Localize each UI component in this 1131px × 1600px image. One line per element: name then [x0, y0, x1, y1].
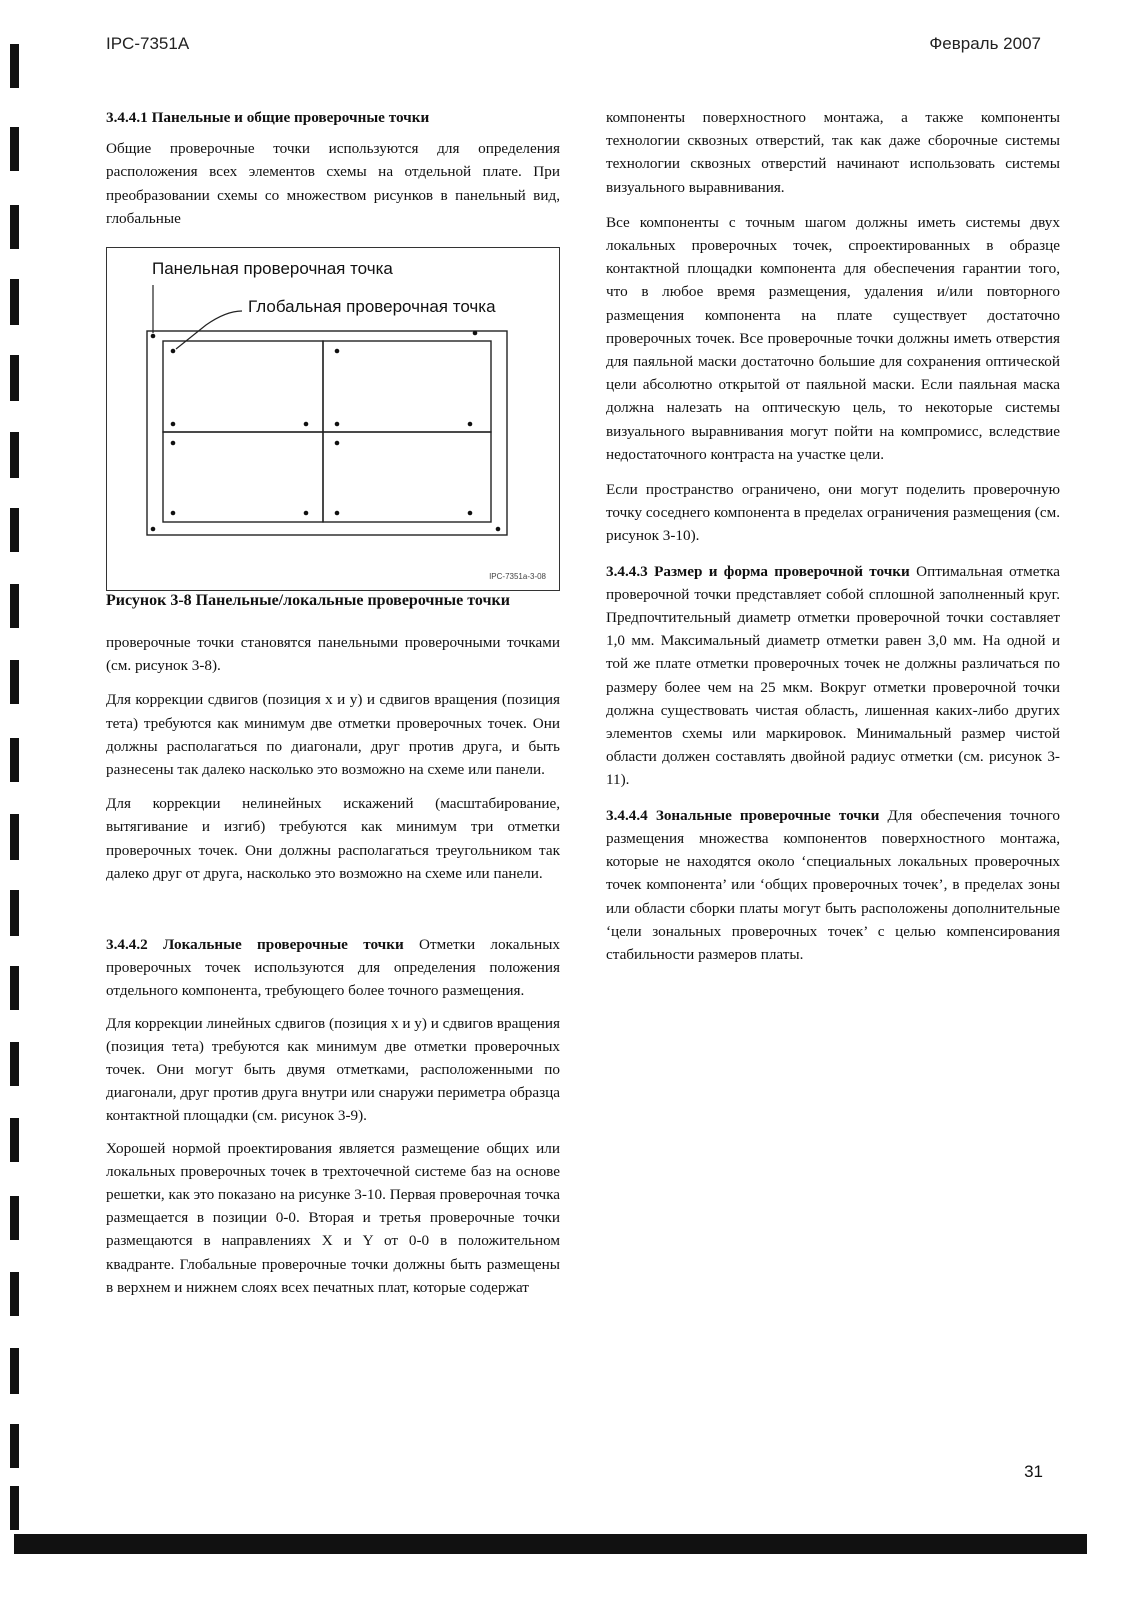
paragraph: [606, 804, 1060, 966]
global-fiducial: [335, 422, 340, 427]
paragraph-text: Отметки локальных проверочных точек используются для определения положения отдельного компонента, требующего более точного размещения.: [106, 936, 561, 1000]
global-fiducial: [171, 349, 176, 354]
paragraph: Для коррекции нелинейных искажений (масштабирование, вытягивание и изгиб) требуются как минимум три отметки проверочных точек. Они должны располагаться треугольником так далеко друг от друга, насколько это возможно на схеме или панели.: [106, 795, 560, 882]
document-code: IPC-7351A: [106, 34, 190, 53]
paragraph: Если пространство ограничено, они могут поделить проверочную точку соседнего компонента в пределах ограничения размещения (см. рисунок 3-10).: [606, 481, 1060, 545]
section-heading: 3.4.4.1 Панельные и общие проверочные точки: [106, 109, 430, 126]
binding-mark: [10, 966, 19, 1010]
label-global-fiducial: Глобальная проверочная точка: [248, 297, 496, 316]
global-fiducial: [304, 422, 309, 427]
page-number: 31: [1024, 1462, 1043, 1481]
left-column-bottom: [106, 631, 560, 1308]
global-fiducial: [171, 422, 176, 427]
global-fiducial: [171, 511, 176, 516]
leader-line-global: [176, 311, 242, 349]
global-fiducial: [335, 441, 340, 446]
global-fiducial: [304, 511, 309, 516]
binding-mark: [10, 814, 19, 860]
paragraph-text: Для обеспечения точного размещения множества компонентов поверхностного монтажа, которые не находятся около ‘специальных локальных проверочных точек компонента’ или ‘общих проверочных точек’, в пределах зоны или области сборки платы могут быть расположены дополнительные ‘цели зональных проверочных точек’ с целью компенсирования стабильности размеров платы.: [606, 806, 1061, 963]
paragraph: [106, 933, 560, 1003]
paragraph: Для коррекции сдвигов (позиция х и у) и сдвигов вращения (позиция тета) требуются как минимум две отметки проверочных точек. Они должны располагаться по диагонали, друг против друга, и быть разнесены так далеко насколько это возможно на схеме или панели.: [106, 691, 560, 779]
paragraph: Общие проверочные точки используются для определения расположения всех элементов схемы на отдельной плате. При преобразовании схемы со множеством рисунков в панельный вид, глобальные: [106, 140, 560, 227]
binding-mark: [10, 660, 19, 704]
binding-mark: [10, 1272, 19, 1316]
section-heading: 3.4.4.4 Зональные проверочные точки: [606, 806, 880, 824]
panel-outline: [147, 331, 507, 535]
panel-fiducial: [473, 331, 478, 336]
binding-mark: [10, 1118, 19, 1162]
binding-mark: [10, 205, 19, 249]
section-heading: 3.4.4.3 Размер и форма проверочной точки: [606, 562, 910, 580]
global-fiducial: [468, 511, 473, 516]
section-heading: 3.4.4.2 Локальные проверочные точки: [106, 936, 404, 954]
panel-fiducial: [151, 527, 156, 532]
binding-mark: [10, 127, 19, 171]
global-fiducial: [468, 422, 473, 427]
paragraph: Хорошей нормой проектирования является размещение общих или локальных проверочных точек в трехточечной системе баз на основе решетки, как это показано на рисунке 3-10. Первая проверочная точка размещается в позиции 0-0. Вторая и третья проверочные точки размещаются в направлениях X и Y от 0-0 в положительном квадранте. Глобальные проверочные точки должны быть размещены в верхнем и нижнем слоях всех печатных плат, которые содержат: [106, 1139, 560, 1296]
binding-mark: [10, 1196, 19, 1240]
footer-bar: [14, 1534, 1087, 1554]
board-outline: [163, 432, 323, 522]
figure-code: IPC-7351a-3-08: [489, 572, 546, 581]
figure-caption: Рисунок 3-8 Панельные/локальные проверочные точки: [106, 592, 510, 609]
document-date: Февраль 2007: [929, 34, 1041, 53]
panel-diagram: [106, 247, 560, 591]
label-panel-fiducial: Панельная проверочная точка: [152, 259, 393, 278]
binding-mark: [10, 432, 19, 478]
binding-mark: [10, 1424, 19, 1468]
panel-fiducial: [496, 527, 501, 532]
binding-mark: [10, 584, 19, 628]
paragraph: [606, 560, 1060, 792]
global-fiducial: [335, 349, 340, 354]
panel-fiducial: [151, 334, 156, 339]
binding-mark: [10, 508, 19, 552]
binding-mark: [10, 1348, 19, 1394]
figure-panel-fiducials: [106, 247, 560, 591]
paragraph: проверочные точки становятся панельными проверочными точками (см. рисунок 3-8).: [106, 634, 560, 675]
left-column-top: [106, 106, 560, 239]
paragraph: компоненты поверхностного монтажа, а также компоненты технологии сквозных отверстий, так как даже сборочные системы технологии сквозных отверстий начинают использовать системы визуального выравнивания.: [606, 109, 1060, 196]
paragraph: Все компоненты с точным шагом должны иметь системы двух локальных проверочных точек, спроектированных в образце контактной площадки компонента для обеспечения гарантии того, что в любое время размещения, удаления и/или повторного размещения компонента на плате существует достаточно проверочных точек. Все проверочные точки должны иметь отверстия для паяльной маски достаточно большие для сохранения оптической цели абсолютно открытой от паяльной маски. Если паяльная маска должна налезать на оптическую цель, то некоторые системы визуального выравнивания могут пойти на компромисс, вследствие недостаточного контраста на участке цели.: [606, 213, 1060, 463]
board-outline: [323, 432, 491, 522]
binding-mark: [10, 738, 19, 782]
global-fiducial: [335, 511, 340, 516]
binding-mark: [10, 44, 19, 88]
global-fiducial: [171, 441, 176, 446]
binding-mark: [10, 1042, 19, 1086]
board-outline: [323, 341, 491, 432]
paragraph: Для коррекции линейных сдвигов (позиция х и у) и сдвигов вращения (позиция тета) требуются как минимум две отметки проверочных точек. Они могут быть двумя отметками, расположенными по диагонали, друг против друга внутри или снаружи периметра образца контактной площадки (см. рисунок 3-9).: [106, 1014, 561, 1125]
board-outline: [163, 341, 323, 432]
binding-mark: [10, 1486, 19, 1530]
paragraph-text: Оптимальная отметка проверочной точки представляет собой сплошной заполненный круг. Предпочтительный диаметр отметки проверочной точки составляет 1,0 мм. Максимальный диаметр отметки равен 3,0 мм. На одной и той же плате отметки проверочных точек не должны различаться по размеру более чем на 25 мкм. Вокруг отметки проверочной точки должна существовать чистая область, лишенная каких-либо других элементов схемы или маркировок. Минимальный размер чистой области должен составлять двойной радиус отметки (см. рисунок 3-11).: [606, 562, 1061, 789]
binding-mark: [10, 355, 19, 401]
binding-mark: [10, 279, 19, 325]
right-column: [606, 106, 1060, 975]
binding-mark: [10, 890, 19, 936]
